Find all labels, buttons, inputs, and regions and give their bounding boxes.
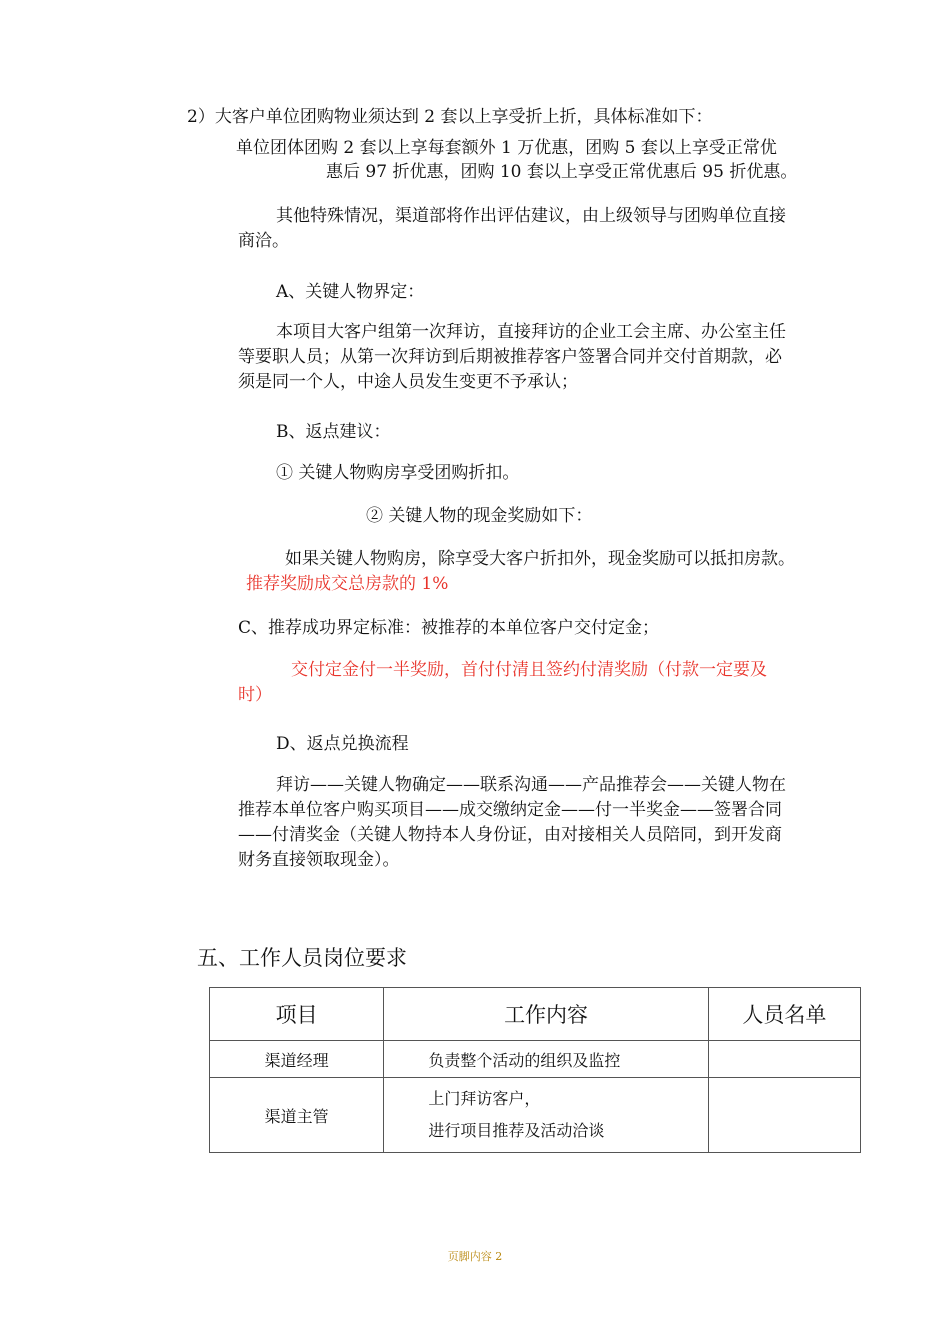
section-b-heading: B、返点建议：	[276, 422, 391, 442]
section2-para1-cont: 商洽。	[238, 231, 289, 251]
section-d-line2: 推荐本单位客户购买项目——成交缴纳定金——付一半奖金——签署合同	[238, 800, 782, 820]
section5-title: 五、工作人员岗位要求	[197, 946, 407, 970]
header-content: 工作内容	[384, 988, 708, 1041]
section-c-red-line2: 时）	[238, 685, 272, 705]
table-row	[210, 1078, 861, 1153]
section-d-heading: D、返点兑换流程	[276, 734, 409, 754]
row-content	[384, 1078, 708, 1153]
section-b-item2: ② 关键人物的现金奖励如下：	[366, 506, 593, 526]
section-d-line4: 财务直接领取现金）。	[238, 850, 400, 870]
row-names	[708, 1041, 860, 1078]
row-content-line: 进行项目推荐及活动洽谈	[428, 1121, 605, 1140]
header-names: 人员名单	[708, 988, 860, 1041]
section-a-line2: 等要职人员；从第一次拜访到后期被推荐客户签署合同并交付首期款，必	[238, 347, 782, 367]
page-footer: 页脚内容 2	[447, 1250, 503, 1263]
row-names	[708, 1078, 860, 1153]
section-c-heading: C、推荐成功界定标准：被推荐的本单位客户交付定金；	[238, 618, 660, 638]
section-b-line1: 如果关键人物购房，除享受大客户折扣外，现金奖励可以抵扣房款。	[285, 549, 795, 569]
row-content-line: 上门拜访客户，	[428, 1089, 541, 1108]
section-b-red-note: 推荐奖励成交总房款的 1%	[246, 574, 449, 594]
table-header-row	[210, 988, 861, 1041]
section2-line1: 2）大客户单位团购物业须达到 2 套以上享受折上折，具体标准如下：	[187, 107, 713, 127]
section-d-line1: 拜访——关键人物确定——联系沟通——产品推荐会——关键人物在	[276, 775, 786, 795]
section2-line3: 惠后 97 折优惠，团购 10 套以上享受正常优惠后 95 折优惠。	[326, 162, 798, 182]
section-a-line1: 本项目大客户组第一次拜访，直接拜访的企业工会主席、办公室主任	[276, 322, 786, 342]
row-item: 渠道主管	[210, 1078, 384, 1153]
section2-line2: 单位团体团购 2 套以上享每套额外 1 万优惠，团购 5 套以上享受正常优	[236, 138, 777, 158]
section-a-line3: 须是同一个人，中途人员发生变更不予承认；	[238, 372, 578, 392]
staff-requirements-table	[209, 987, 861, 1153]
section-d-line3: ——付清奖金（关键人物持本人身份证，由对接相关人员陪同，到开发商	[238, 825, 782, 845]
row-item: 渠道经理	[210, 1041, 384, 1078]
table-row	[210, 1041, 861, 1078]
section-b-item1: ① 关键人物购房享受团购折扣。	[276, 463, 520, 483]
header-item: 项目	[210, 988, 384, 1041]
section-c-red-line1: 交付定金付一半奖励，首付付清且签约付清奖励（付款一定要及	[291, 660, 767, 680]
section-a-heading: A、关键人物界定：	[276, 282, 425, 302]
row-content: 负责整个活动的组织及监控	[384, 1041, 708, 1078]
section2-para1: 其他特殊情况，渠道部将作出评估建议，由上级领导与团购单位直接	[276, 206, 786, 226]
